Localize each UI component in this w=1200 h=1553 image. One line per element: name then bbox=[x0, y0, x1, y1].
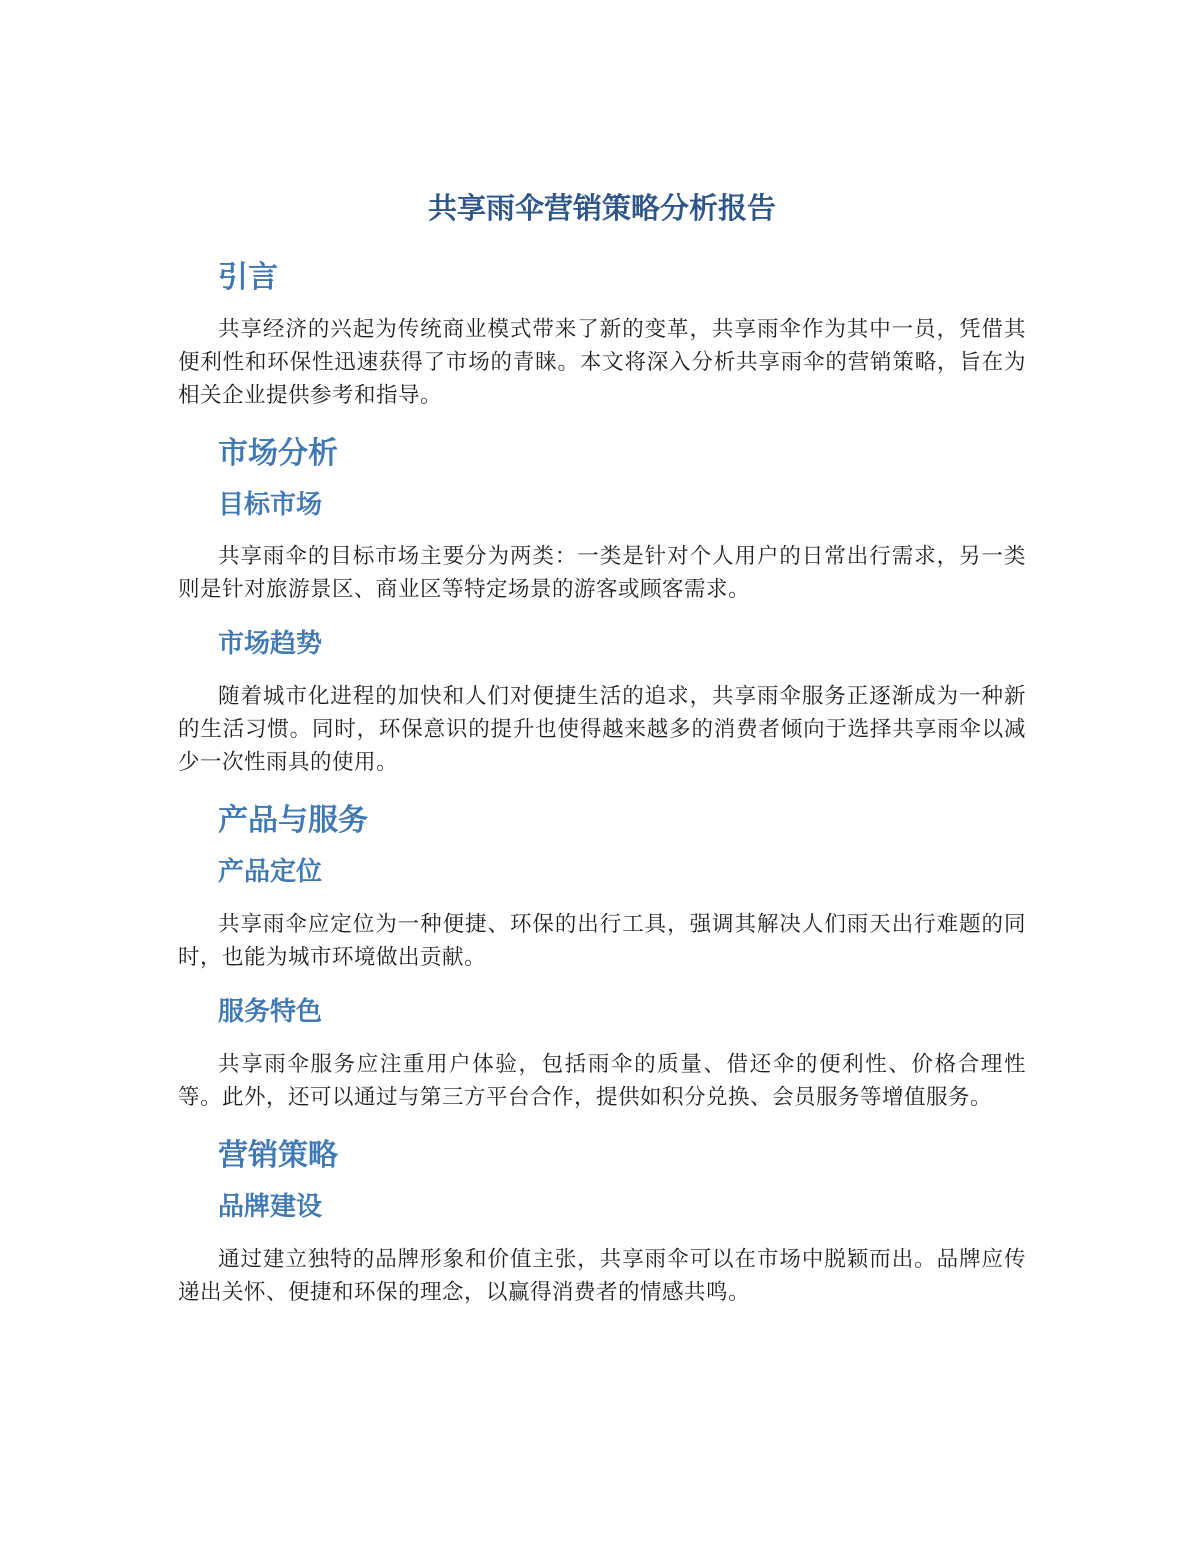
document-page bbox=[178, 190, 1026, 1331]
subsection-product-positioning bbox=[178, 856, 1026, 974]
subsection-target-market bbox=[178, 489, 1026, 607]
subsection-heading: 市场趋势 bbox=[218, 629, 323, 660]
section-heading: 产品与服务 bbox=[218, 803, 368, 839]
section-introduction bbox=[178, 258, 1026, 412]
subsection-paragraph: 通过建立独特的品牌形象和价值主张，共享雨伞可以在市场中脱颖而出。品牌应传递出关怀、便捷和环保的理念，以赢得消费者的情感共鸣。 bbox=[178, 1246, 1026, 1305]
section-paragraph: 共享经济的兴起为传统商业模式带来了新的变革，共享雨伞作为其中一员，凭借其便利性和环保性迅速获得了市场的青睐。本文将深入分析共享雨伞的营销策略，旨在为相关企业提供参考和指导。 bbox=[178, 316, 1026, 408]
subsection-heading: 产品定位 bbox=[218, 857, 323, 888]
subsection-market-trend bbox=[178, 628, 1026, 779]
subsection-heading: 服务特色 bbox=[218, 997, 323, 1028]
section-heading: 市场分析 bbox=[218, 435, 338, 471]
subsection-paragraph: 共享雨伞应定位为一种便捷、环保的出行工具，强调其解决人们雨天出行难题的同时，也能为城市环境做出贡献。 bbox=[178, 912, 1026, 971]
subsection-paragraph: 共享雨伞服务应注重用户体验，包括雨伞的质量、借还伞的便利性、价格合理性等。此外，还可以通过与第三方平台合作，提供如积分兑换、会员服务等增值服务。 bbox=[178, 1051, 1026, 1110]
document-title: 共享雨伞营销策略分析报告 bbox=[427, 191, 776, 225]
subsection-paragraph: 共享雨伞的目标市场主要分为两类：一类是针对个人用户的日常出行需求，另一类则是针对旅游景区、商业区等特定场景的游客或顾客需求。 bbox=[178, 544, 1026, 603]
section-heading: 引言 bbox=[218, 259, 278, 295]
subsection-heading: 品牌建设 bbox=[218, 1191, 323, 1222]
section-marketing-strategy bbox=[178, 1136, 1026, 1309]
section-heading: 营销策略 bbox=[218, 1137, 338, 1173]
section-product-service bbox=[178, 801, 1026, 1114]
subsection-heading: 目标市场 bbox=[218, 489, 323, 520]
subsection-paragraph: 随着城市化进程的加快和人们对便捷生活的追求，共享雨伞服务正逐渐成为一种新的生活习惯。同时，环保意识的提升也使得越来越多的消费者倾向于选择共享雨伞以减少一次性雨具的使用。 bbox=[178, 684, 1026, 776]
subsection-service-features bbox=[178, 996, 1026, 1114]
section-market-analysis bbox=[178, 434, 1026, 780]
subsection-brand-building bbox=[178, 1191, 1026, 1309]
